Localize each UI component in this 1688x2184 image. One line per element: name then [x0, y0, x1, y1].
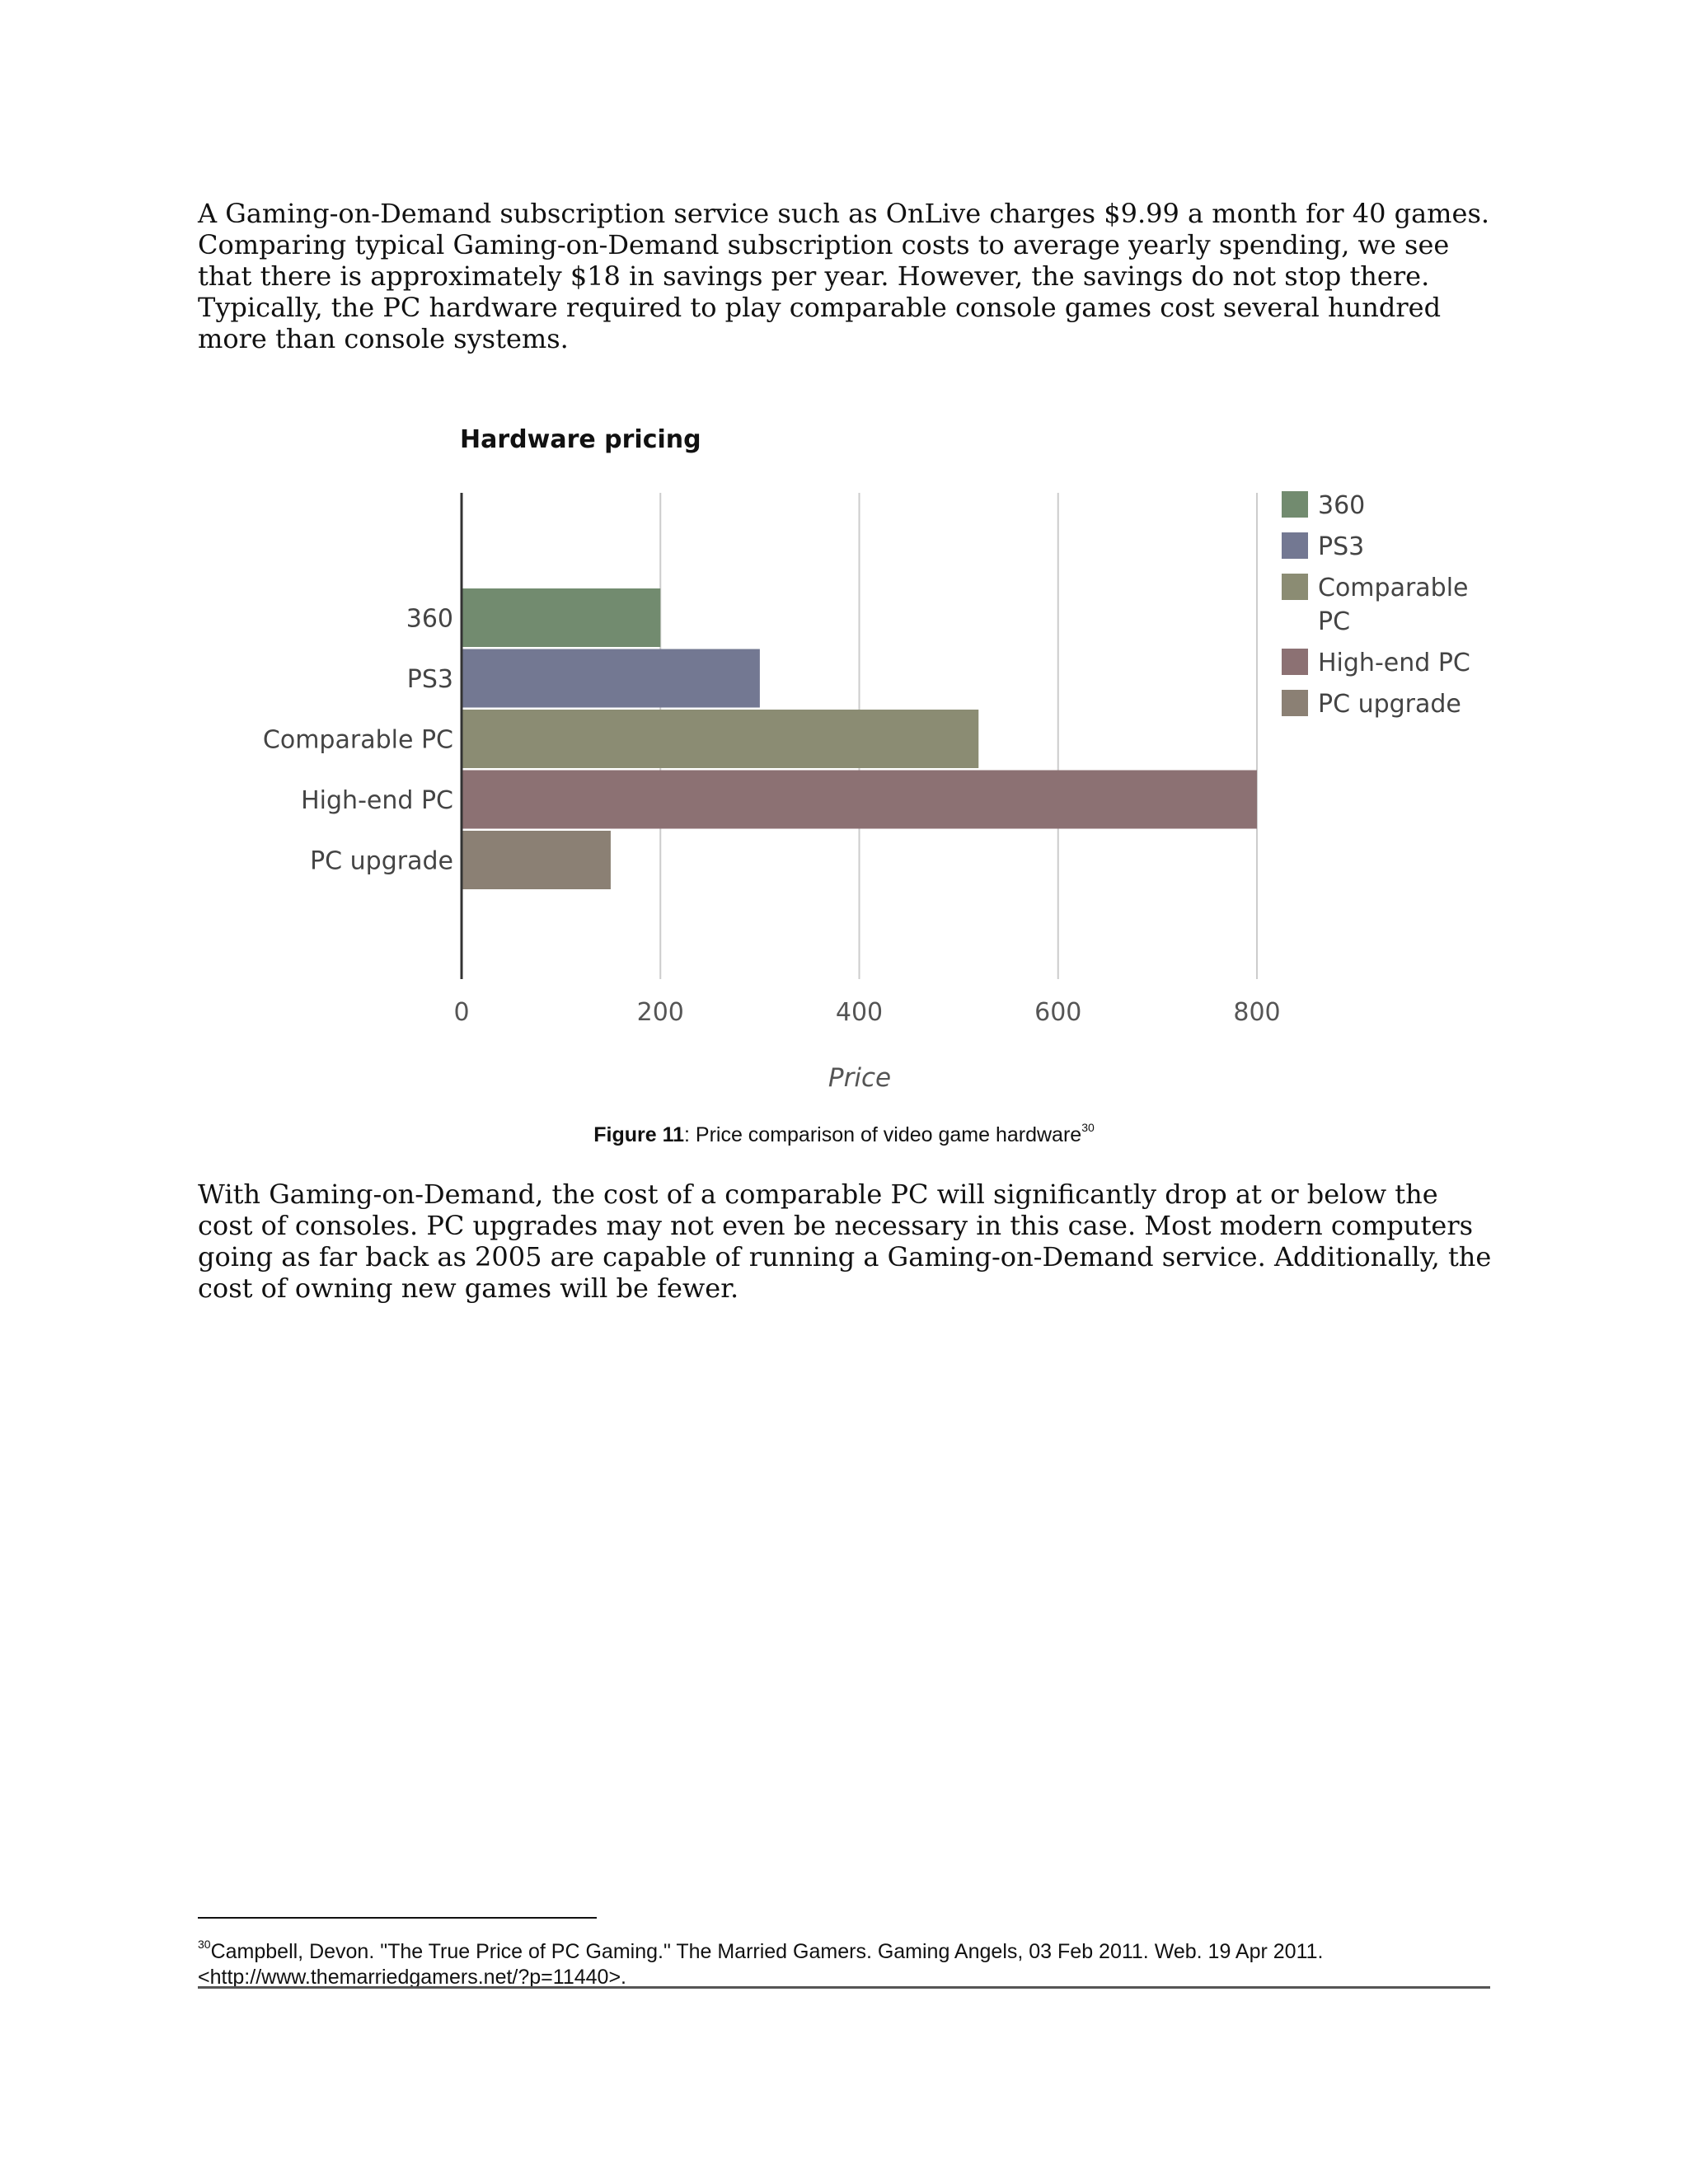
- footnote-number: 30: [198, 1938, 211, 1951]
- category-label-360: 360: [406, 604, 453, 634]
- footnote-text: Campbell, Devon. "The True Price of PC Gaming." The Married Gamers. Gaming Angels, 03 Feb 2011. Web. 19 Apr 2011.: [210, 1940, 1324, 1963]
- x-tick-label-200: 200: [636, 998, 684, 1027]
- x-tick-label-0: 0: [453, 998, 470, 1027]
- legend-swatch-ps3: [1282, 532, 1308, 559]
- category-label-ps3: PS3: [406, 665, 453, 694]
- legend-label-ps3: PS3: [1318, 532, 1365, 561]
- footnote-url: <http://www.themarriedgamers.net/?p=11440>.: [198, 1966, 626, 1989]
- category-label-pc-upgrade: PC upgrade: [310, 846, 453, 876]
- legend-swatch-360: [1282, 491, 1308, 518]
- x-tick-label-600: 600: [1034, 998, 1082, 1027]
- bar-360: [462, 588, 660, 647]
- conclusion-paragraph: With Gaming-on-Demand, the cost of a comparable PC will significantly drop at or below the cost of consoles. PC upgrades may not even be necessary in this case. Most modern computers going as far back as 2005 are capable of running a Gaming-on-Demand service. Additionally, the cost of owning new games will be fewer.: [198, 1179, 1492, 1304]
- bar-comparable-pc: [462, 710, 978, 768]
- figure-note-ref: 30: [1081, 1121, 1095, 1134]
- footnote-separator: [198, 1917, 597, 1919]
- legend-swatch-comparable-pc: [1282, 574, 1308, 600]
- intro-paragraph: A Gaming-on-Demand subscription service such as OnLive charges $9.99 a month for 40 games. Comparing typical Gaming-on-Demand subscription costs to average yearly spending, we see that there is approximately $18 in savings per year. However, the savings do not stop there. Typically, the PC hardware required to play comparable console games cost several hundred more than console systems.: [198, 198, 1490, 354]
- legend-swatch-pc-upgrade: [1282, 690, 1308, 716]
- x-tick-label-800: 800: [1233, 998, 1281, 1027]
- legend-label-pc-upgrade: PC upgrade: [1318, 690, 1461, 719]
- legend-swatch-high-end-pc: [1282, 649, 1308, 675]
- figure-text: : Price comparison of video game hardware: [684, 1123, 1082, 1146]
- legend-label-high-end-pc: High-end PC: [1318, 649, 1470, 677]
- figure-caption: [0, 1121, 1688, 1147]
- legend-label-comparable-pc: Comparable PC: [1318, 574, 1469, 636]
- category-label-high-end-pc: High-end PC: [301, 786, 453, 815]
- bar-ps3: [462, 649, 760, 708]
- bar-high-end-pc: [462, 771, 1257, 829]
- legend-label-360: 360: [1318, 491, 1366, 520]
- chart-title: Hardware pricing: [460, 425, 701, 454]
- figure-label: Figure 11: [593, 1123, 684, 1146]
- x-axis-title: Price: [828, 1063, 892, 1093]
- footer-rule: [198, 1986, 1490, 1989]
- x-tick-label-400: 400: [835, 998, 884, 1027]
- bar-pc-upgrade: [462, 831, 611, 889]
- footnote: [198, 1932, 1492, 1990]
- category-label-comparable-pc: Comparable PC: [262, 725, 453, 755]
